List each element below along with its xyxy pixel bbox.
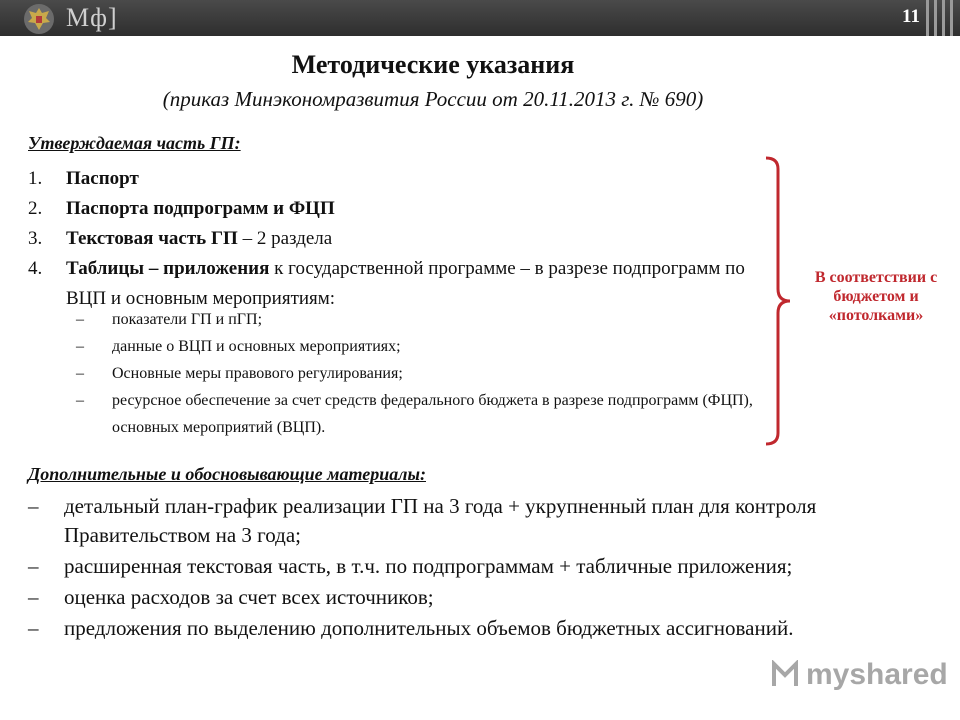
top-bar <box>0 0 960 36</box>
list-item <box>28 492 888 550</box>
sub-list-item <box>76 306 776 333</box>
slide-title: Методические указания <box>291 50 575 79</box>
dash-bullet: – <box>28 494 39 518</box>
list-item <box>28 552 888 581</box>
sub-item-text: данные о ВЦП и основных мероприятиях; <box>112 338 401 355</box>
item-bold-text: Таблицы – приложения <box>66 258 270 279</box>
slide-subtitle: (приказ Минэкономразвития России от 20.11.2013 г. № 690) <box>162 87 704 111</box>
additional-materials-list <box>28 492 888 645</box>
approved-part-heading: Утверждаемая часть ГП: <box>28 133 241 153</box>
page-number: 11 <box>902 6 920 27</box>
dash-bullet: – <box>28 585 39 609</box>
ministry-logo-text: Мф] <box>66 3 118 32</box>
sub-list-item <box>76 360 776 387</box>
watermark-logo-icon <box>770 660 800 690</box>
sub-item-text: Основные меры правового регулирования; <box>112 365 403 382</box>
item-text: предложения по выделению дополнительных объемов бюджетных ассигнований. <box>64 616 794 640</box>
dash-bullet: – <box>76 365 84 382</box>
dash-bullet: – <box>76 338 84 355</box>
sub-list-item <box>76 333 776 360</box>
list-item <box>28 254 768 314</box>
item-number: 3. <box>28 228 43 249</box>
item-text: расширенная текстовая часть, в т.ч. по подпрограммам + табличные приложения; <box>64 554 793 578</box>
item-text: – 2 раздела <box>237 228 333 249</box>
watermark-text: myshared <box>806 658 948 691</box>
item-number: 2. <box>28 198 43 219</box>
list-item <box>28 194 768 224</box>
item-bold-text: Паспорта подпрограмм и ФЦП <box>66 198 335 219</box>
sub-item-text: ресурсное обеспечение за счет средств федерального бюджета в разрезе подпрограмм (ФЦП), основных мероприятий (ВЦП). <box>112 392 753 436</box>
coat-of-arms-icon <box>22 2 56 36</box>
item-text: детальный план-график реализации ГП на 3 года + укрупненный план для контроля Правительством на 3 года; <box>64 494 817 547</box>
approved-part-list <box>28 164 768 314</box>
item-bold-text: Текстовая часть ГП <box>66 228 238 249</box>
watermark <box>770 656 948 696</box>
item-text: оценка расходов за счет всех источников; <box>64 585 434 609</box>
budget-ceiling-note: В соответствии с бюджетом и «потолками» <box>814 269 938 324</box>
item-number: 4. <box>28 258 43 279</box>
list-item <box>28 224 768 254</box>
tables-sub-list <box>76 306 776 441</box>
sub-list-item <box>76 387 776 441</box>
list-item <box>28 583 888 612</box>
list-item <box>28 614 888 643</box>
dash-bullet: – <box>76 392 84 409</box>
dash-bullet: – <box>76 311 84 328</box>
sub-item-text: показатели ГП и пГП; <box>112 311 263 328</box>
dash-bullet: – <box>28 554 39 578</box>
item-number: 1. <box>28 168 43 189</box>
item-text: к государственной программе – в разрезе подпрограмм по ВЦП и основным мероприятиям: <box>66 258 745 309</box>
dash-bullet: – <box>28 616 39 640</box>
list-item <box>28 164 768 194</box>
header-stripes <box>920 0 960 36</box>
additional-materials-heading: Дополнительные и обосновывающие материалы: <box>28 464 426 484</box>
item-bold-text: Паспорт <box>66 168 139 189</box>
